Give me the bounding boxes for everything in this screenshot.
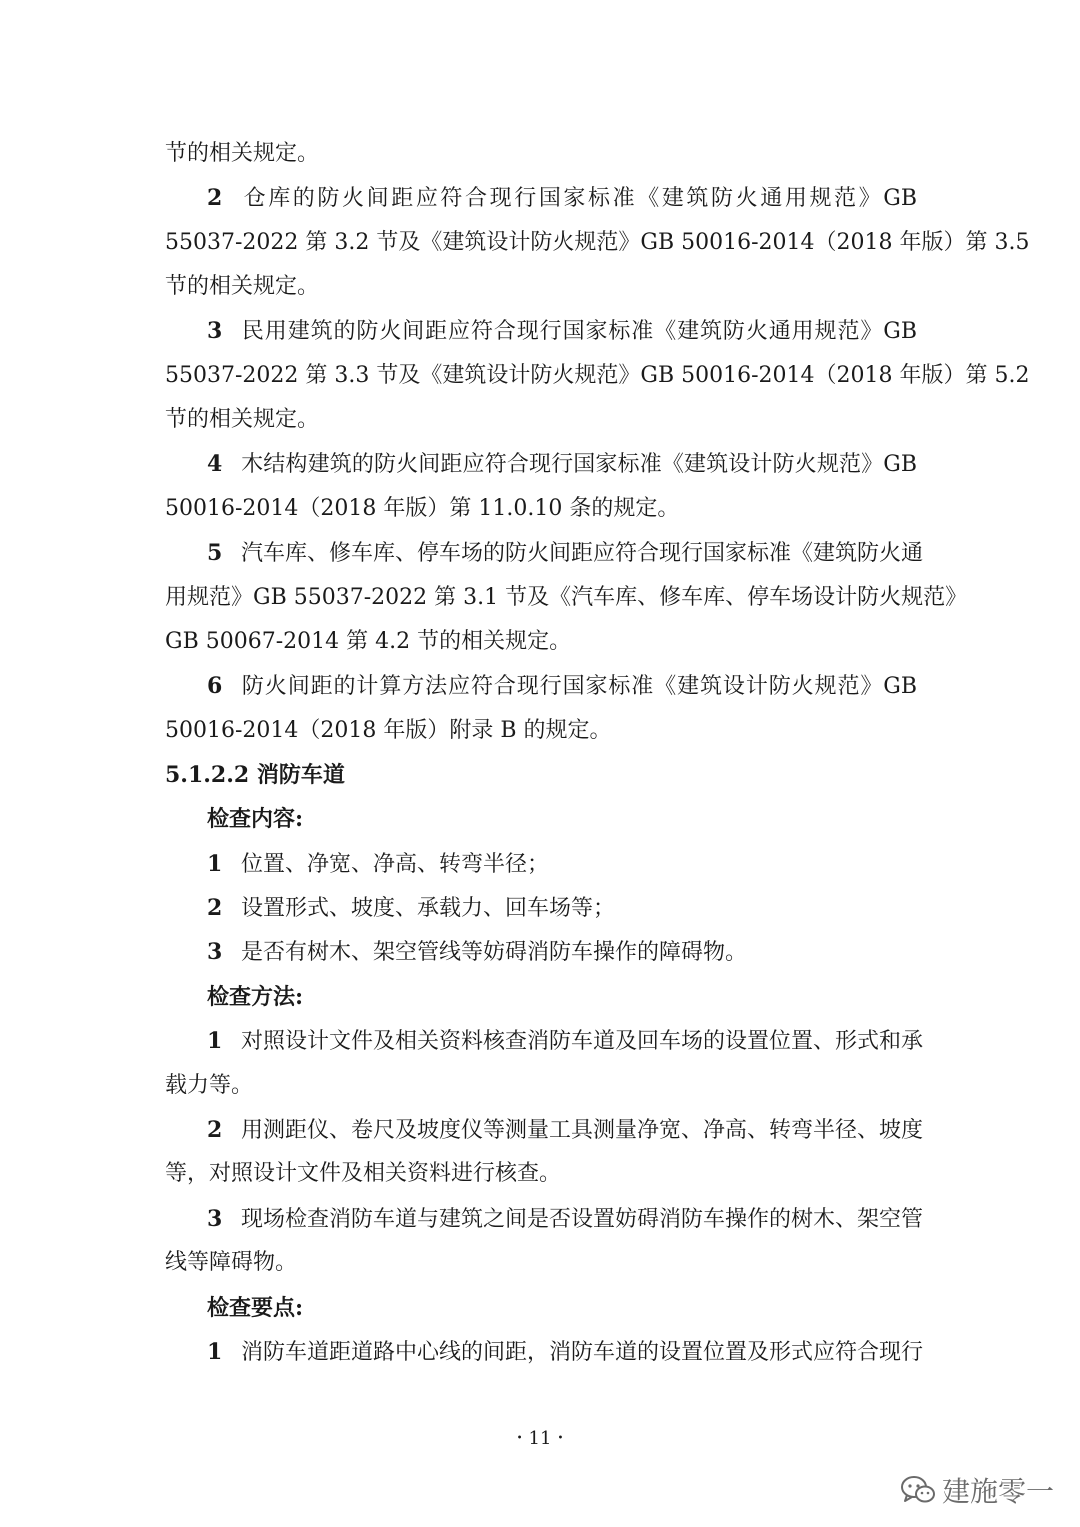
paragraph-line: 55037-2022 第 3.2 节及《建筑设计防火规范》GB 50016-2014（2018 年版）第 3.5 <box>165 230 1030 255</box>
paragraph-line: 50016-2014（2018 年版）附录 B 的规定。 <box>165 718 612 743</box>
item-number: 1 <box>207 851 223 877</box>
page-number-dot-left: • <box>516 1433 523 1444</box>
list-item: 3 民用建筑的防火间距应符合现行国家标准《建筑防火通用规范》GB <box>207 318 917 344</box>
subsection-heading: 检查要点: <box>207 1295 304 1321</box>
item-number: 1 <box>207 1339 223 1365</box>
subsection-heading: 检查方法: <box>207 984 304 1010</box>
subsection-heading: 检查内容: <box>207 806 304 832</box>
watermark <box>900 1468 1054 1512</box>
item-number: 3 <box>207 1206 223 1232</box>
list-item: 1 消防车道距道路中心线的间距，消防车道的设置位置及形式应符合现行 <box>207 1339 924 1365</box>
paragraph-line: 55037-2022 第 3.3 节及《建筑设计防火规范》GB 50016-2014（2018 年版）第 5.2 <box>165 363 1030 388</box>
list-item: 2 设置形式、坡度、承载力、回车场等； <box>207 895 616 921</box>
paragraph-line: 节的相关规定。 <box>165 141 320 166</box>
item-number: 2 <box>207 1117 223 1143</box>
item-number: 3 <box>207 939 223 965</box>
item-number: 6 <box>207 673 223 699</box>
list-item: 3 是否有树木、架空管线等妨碍消防车操作的障碍物。 <box>207 939 748 965</box>
list-item: 2 仓库的防火间距应符合现行国家标准《建筑防火通用规范》GB <box>207 185 917 211</box>
page-number-value: 11 <box>528 1428 552 1449</box>
section-heading: 5.1.2.2 消防车道 <box>165 762 345 788</box>
paragraph-line: 线等障碍物。 <box>165 1250 298 1275</box>
paragraph-line: 节的相关规定。 <box>165 274 320 299</box>
list-item: 4 木结构建筑的防火间距应符合现行国家标准《建筑设计防火规范》GB <box>207 451 917 477</box>
paragraph-line: 载力等。 <box>165 1073 254 1098</box>
item-number: 1 <box>207 1028 223 1054</box>
list-item: 5 汽车库、修车库、停车场的防火间距应符合现行国家标准《建筑防火通 <box>207 540 924 566</box>
page-number <box>0 1427 1080 1451</box>
item-number: 5 <box>207 540 223 566</box>
watermark-text: 建施零一 <box>942 1475 1055 1508</box>
page-number-dot-right: • <box>557 1433 564 1444</box>
list-item: 6 防火间距的计算方法应符合现行国家标准《建筑设计防火规范》GB <box>207 673 917 699</box>
item-number: 4 <box>207 451 223 477</box>
item-number: 2 <box>207 185 223 211</box>
item-number: 3 <box>207 318 223 344</box>
list-item: 3 现场检查消防车道与建筑之间是否设置妨碍消防车操作的树木、架空管 <box>207 1206 924 1232</box>
wechat-icon <box>900 1474 936 1506</box>
paragraph-line: 50016-2014（2018 年版）第 11.0.10 条的规定。 <box>165 496 680 521</box>
paragraph-line: 用规范》GB 55037-2022 第 3.1 节及《汽车库、修车库、停车场设计防火规范》 <box>165 585 968 610</box>
paragraph-line: 节的相关规定。 <box>165 407 320 432</box>
list-item: 1 位置、净宽、净高、转弯半径； <box>207 851 550 877</box>
paragraph-line: GB 50067-2014 第 4.2 节的相关规定。 <box>165 629 572 654</box>
list-item: 2 用测距仪、卷尺及坡度仪等测量工具测量净宽、净高、转弯半径、坡度 <box>207 1117 924 1143</box>
item-number: 2 <box>207 895 223 921</box>
list-item: 1 对照设计文件及相关资料核查消防车道及回车场的设置位置、形式和承 <box>207 1028 924 1054</box>
paragraph-line: 等，对照设计文件及相关资料进行核查。 <box>165 1161 562 1186</box>
